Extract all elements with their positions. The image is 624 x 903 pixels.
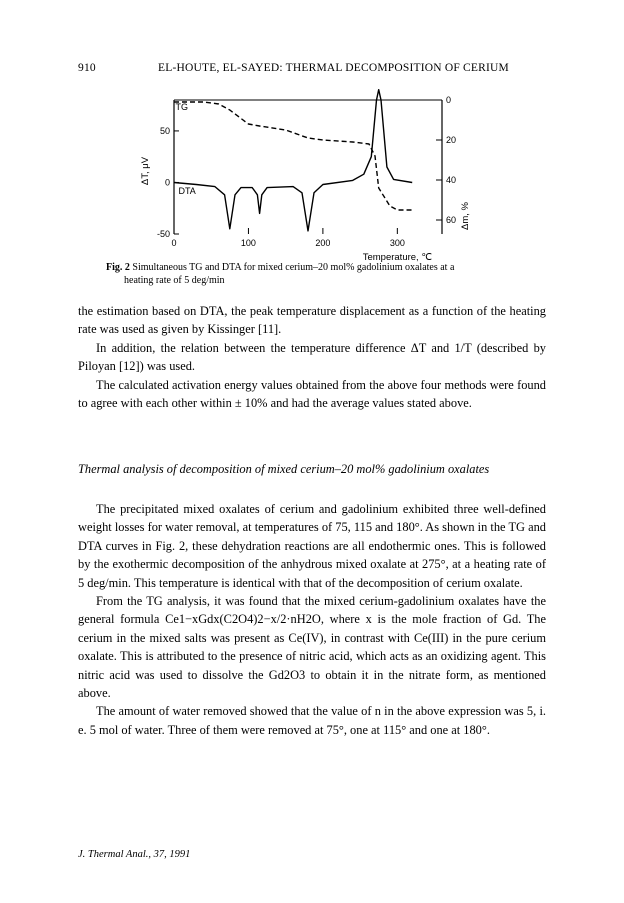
x-tick-label: 100 [240, 238, 256, 248]
running-title: EL-HOUTE, EL-SAYED: THERMAL DECOMPOSITION OF CERIUM [158, 62, 509, 74]
y2-tick-label: 20 [446, 135, 457, 145]
series-dta-line [174, 90, 412, 231]
journal-footer: J. Thermal Anal., 37, 1991 [78, 849, 191, 860]
x-tick-label: 300 [389, 238, 405, 248]
figure-label: Fig. 2 [106, 262, 130, 273]
paragraph: From the TG analysis, it was found that the mixed cerium-gadolinium oxalates have the general formula Ce1−xGdx(C2O4)2−x/2·nH2O, where x is the mole fraction of Gd. The cerium in the mixed salts was present as Ce(IV), in contrast with Ce(III) in the pure cerium oxalate. This is attributed to the presence of nitric acid, which acts as an oxidizing agent. This nitric acid was used to dissolve the Gd2O3 to obtain it in the nitrate form, as mentioned above. [78, 594, 546, 701]
y-tick-label: -50 [156, 229, 170, 239]
series-label-tg: TG [175, 102, 188, 112]
tg-dta-chart [130, 92, 471, 263]
figure-caption-text: Simultaneous TG and DTA for mixed cerium–20 mol% gadolinium oxalates at a [132, 262, 455, 273]
body-text-1 [78, 302, 546, 412]
paragraph: The precipitated mixed oxalates of cerium and gadolinium exhibited three well-defined weight losses for water removal, at temperatures of 75, 115 and 180°. As shown in the TG and DTA curves in Fig. 2, these dehydration reactions are all endothermic ones. This is followed by the exothermic decomposition of the anhydrous mixed oxalate at 275°, at a heating rate of 5 deg/min. This temperature is identical with that of the decomposition of cerium oxalate. [78, 502, 546, 590]
paragraph: In addition, the relation between the temperature difference ΔT and 1/T (described by Piloyan [12]) was used. [78, 340, 546, 374]
body-text-2 [78, 500, 546, 739]
y-axis-label: ΔT, μV [140, 156, 151, 186]
paragraph: The calculated activation energy values obtained from the above four methods were found to agree with each other within ± 10% and had the average values stated above. [78, 377, 546, 411]
series-tg-line [174, 102, 412, 210]
x-tick-label: 0 [171, 238, 177, 248]
x-tick-label: 200 [315, 238, 331, 248]
y2-axis-label: Δm, % [460, 202, 471, 230]
series-label-dta: DTA [178, 185, 196, 196]
page-number: 910 [78, 62, 96, 74]
y2-tick-label: 0 [446, 95, 452, 105]
figure-caption [106, 262, 526, 287]
y-tick-label: 50 [159, 125, 170, 136]
section-block [78, 460, 546, 478]
y2-tick-label: 60 [446, 215, 457, 225]
paragraph: the estimation based on DTA, the peak temperature displacement as a function of the heating rate was used as given by Kissinger [11]. [78, 304, 546, 337]
paragraph: The amount of water removed showed that the value of n in the above expression was 5, i. e. 5 mol of water. Three of them were removed at 75°, one at 115° and one at 180°. [78, 704, 546, 737]
y2-tick-label: 40 [446, 175, 457, 185]
y-tick-label: 0 [164, 177, 170, 188]
x-axis-label: Temperature, ℃ [362, 252, 432, 263]
figure-caption-continuation: heating rate of 5 deg/min [124, 274, 225, 286]
section-heading: Thermal analysis of decomposition of mixed cerium–20 mol% gadolinium oxalates [78, 462, 490, 476]
